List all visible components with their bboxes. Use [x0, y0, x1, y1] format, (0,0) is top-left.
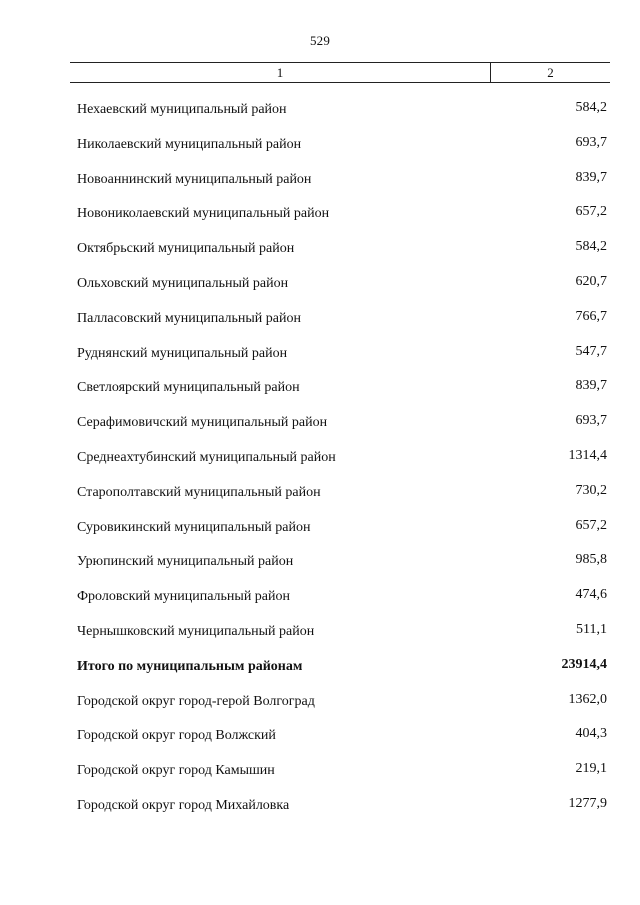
table-row [0, 440, 640, 475]
table-row [0, 788, 640, 823]
row-name: Старополтавский муниципальный район [77, 484, 321, 500]
table-header-col1: 1 [70, 63, 491, 82]
table-row [0, 753, 640, 788]
row-value: 584,2 [575, 239, 607, 255]
row-name: Городской округ город-герой Волгоград [77, 693, 315, 709]
table-row [0, 579, 640, 614]
row-name: Руднянский муниципальный район [77, 345, 288, 361]
row-value: 839,7 [575, 169, 607, 185]
table-header-row [70, 62, 610, 83]
row-name: Чернышковский муниципальный район [77, 623, 315, 639]
table-row [0, 370, 640, 405]
row-value: 1277,9 [568, 795, 607, 811]
table-row [0, 127, 640, 162]
table-row [0, 301, 640, 336]
table-header-col2: 2 [547, 65, 554, 80]
table-total-row [0, 649, 640, 684]
row-name: Серафимовичский муниципальный район [77, 415, 328, 431]
table-row [0, 266, 640, 301]
row-value: 1362,0 [568, 691, 607, 707]
row-value: 839,7 [575, 378, 607, 394]
row-name: Среднеахтубинский муниципальный район [77, 449, 336, 465]
page-number: 529 [309, 33, 331, 48]
row-name: Суровикинский муниципальный район [77, 519, 311, 535]
row-value: 547,7 [575, 343, 607, 359]
table-row [0, 336, 640, 371]
row-name: Урюпинский муниципальный район [77, 554, 294, 570]
table-row [0, 614, 640, 649]
row-name: Нехаевский муниципальный район [77, 102, 287, 117]
table-row [0, 162, 640, 197]
row-value: 693,7 [575, 413, 607, 429]
row-name: Новоаннинский муниципальный район [77, 171, 312, 187]
row-value: 657,2 [575, 517, 607, 533]
row-value: 766,7 [575, 308, 607, 324]
row-name: Городской округ город Михайловка [77, 797, 290, 813]
row-value: 620,7 [575, 273, 607, 289]
row-value: 657,2 [575, 204, 607, 220]
table-row [0, 684, 640, 719]
row-name: Николаевский муниципальный район [77, 136, 302, 152]
row-value: 511,1 [576, 621, 607, 637]
row-name: Фроловский муниципальный район [77, 589, 291, 605]
row-name: Ольховский муниципальный район [77, 275, 289, 291]
row-value: 23914,4 [561, 656, 607, 672]
row-value: 584,2 [575, 100, 607, 115]
row-name: Городской округ город Волжский [77, 728, 276, 744]
row-name: Палласовский муниципальный район [77, 310, 301, 326]
table-row [0, 544, 640, 579]
table-row [0, 718, 640, 753]
row-value: 730,2 [575, 482, 607, 498]
table-row [0, 196, 640, 231]
row-value: 693,7 [575, 134, 607, 150]
row-name: Новониколаевский муниципальный район [77, 206, 330, 222]
row-value: 219,1 [575, 761, 607, 777]
table-row [0, 405, 640, 440]
row-name: Октябрьский муниципальный район [77, 241, 295, 257]
row-name: Светлоярский муниципальный район [77, 380, 300, 396]
table-row [0, 92, 640, 127]
row-value: 404,3 [575, 726, 607, 742]
row-value: 474,6 [575, 587, 607, 603]
table-row [0, 231, 640, 266]
table-row [0, 475, 640, 510]
row-value: 1314,4 [568, 447, 607, 463]
table-body [0, 92, 640, 823]
table-row [0, 510, 640, 545]
row-name: Городской округ город Камышин [77, 763, 275, 779]
row-value: 985,8 [575, 552, 607, 568]
row-name: Итого по муниципальным районам [77, 658, 303, 674]
